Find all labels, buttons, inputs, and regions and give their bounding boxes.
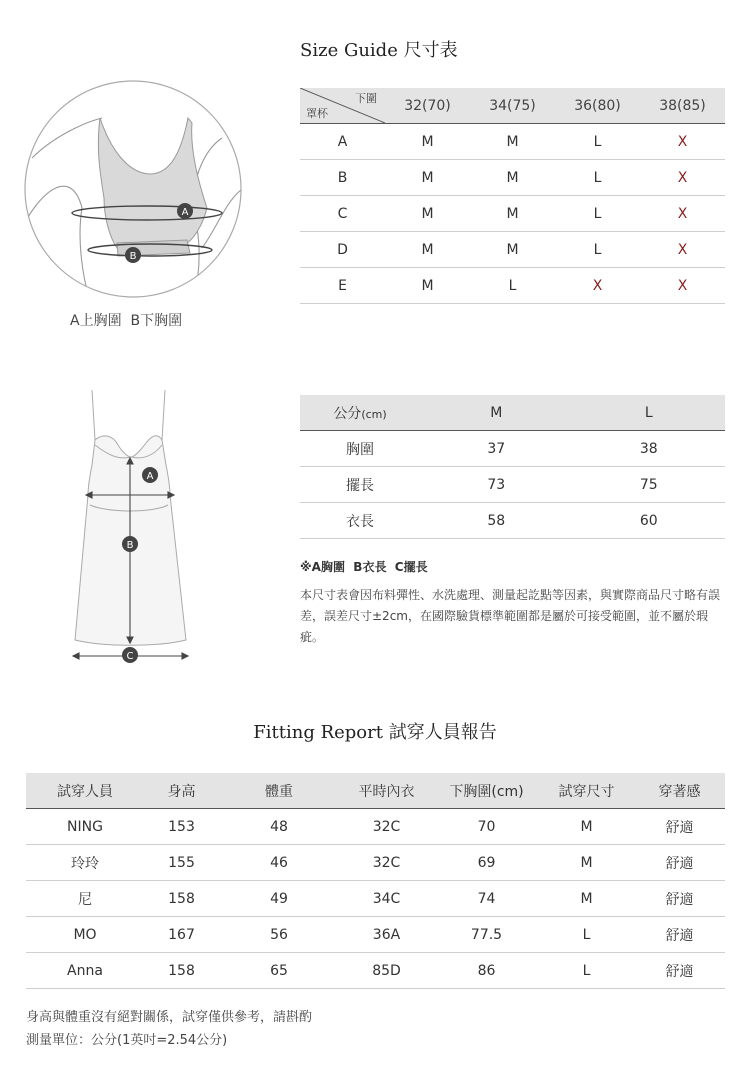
- size-cell: M: [385, 196, 470, 232]
- measurement-row: [300, 467, 725, 503]
- size-cell: L: [555, 232, 640, 268]
- size-cell: L: [555, 124, 640, 160]
- footer-unit-note: 測量單位：公分(1英吋=2.54公分): [26, 1033, 228, 1048]
- size-col-header: 32(70): [385, 88, 470, 124]
- size-guide-title: [300, 36, 458, 62]
- size-guide-title-zh: 尺寸表: [403, 40, 458, 61]
- fitting-cell: 74: [434, 881, 539, 917]
- measurement-note: ※A胸圍 B衣長 C擺長: [300, 560, 428, 574]
- fitting-cell: M: [539, 845, 634, 881]
- measurement-name: 擺長: [300, 467, 420, 503]
- size-disclaimer: 本尺寸表會因布料彈性、水洗處理、測量起訖點等因素，與實際商品尺寸略有誤差，誤差尺寸±2cm，在國際驗貨標準範圍都是屬於可接受範圍，並不屬於瑕疵。: [300, 588, 721, 644]
- measurement-header-row: [300, 395, 725, 431]
- fitting-cell: MO: [26, 917, 144, 953]
- dress-marker-a: A: [146, 471, 154, 482]
- measurement-value: 73: [420, 467, 573, 503]
- measurement-size-header: L: [573, 395, 726, 431]
- measurement-value: 75: [573, 467, 726, 503]
- size-col-header: 36(80): [555, 88, 640, 124]
- size-col-header: 34(75): [470, 88, 555, 124]
- fitting-report-title-zh: 試穿人員報告: [388, 722, 497, 743]
- dress-marker-b: B: [126, 540, 134, 551]
- fitting-report-title: [0, 718, 750, 744]
- size-cell: M: [470, 160, 555, 196]
- fitting-col-header: 體重: [219, 773, 339, 809]
- fitting-cell: 158: [144, 953, 219, 989]
- fitting-cell: 65: [219, 953, 339, 989]
- size-cell: M: [385, 124, 470, 160]
- fitting-cell: 46: [219, 845, 339, 881]
- size-cell: M: [385, 160, 470, 196]
- size-table-corner-cell: [300, 88, 385, 124]
- cup-label: B: [300, 160, 385, 196]
- fitting-cell: L: [539, 917, 634, 953]
- fitting-cell: 56: [219, 917, 339, 953]
- fitting-cell: 舒適: [634, 809, 725, 845]
- measurement-value: 37: [420, 431, 573, 467]
- size-cell: X: [640, 196, 725, 232]
- size-guide-title-en: Size Guide: [300, 40, 398, 61]
- fitting-report-title-en: Fitting Report: [253, 722, 383, 743]
- measurement-value: 38: [573, 431, 726, 467]
- fitting-cell: 34C: [339, 881, 434, 917]
- fitting-cell: 舒適: [634, 845, 725, 881]
- measurement-value: 60: [573, 503, 726, 539]
- size-cell: X: [640, 232, 725, 268]
- fitting-row: [26, 953, 725, 989]
- fitting-cell: NING: [26, 809, 144, 845]
- fitting-cell: 153: [144, 809, 219, 845]
- fitting-row: [26, 881, 725, 917]
- unit-suffix: (cm): [361, 407, 387, 421]
- fitting-cell: 70: [434, 809, 539, 845]
- cup-label: D: [300, 232, 385, 268]
- footer-note: 身高與體重沒有絕對關係，試穿僅供參考，請斟酌: [26, 1010, 313, 1025]
- size-table: [300, 88, 725, 304]
- fitting-cell: 舒適: [634, 881, 725, 917]
- fitting-cell: M: [539, 809, 634, 845]
- size-cell: M: [470, 232, 555, 268]
- cup-label: C: [300, 196, 385, 232]
- measurement-unit-header: [300, 395, 420, 431]
- fitting-cell: 49: [219, 881, 339, 917]
- bra-caption: A上胸圍 B下胸圍: [70, 313, 183, 329]
- fitting-col-header: 平時內衣: [339, 773, 434, 809]
- fitting-col-header: 試穿尺寸: [539, 773, 634, 809]
- size-table-row: [300, 232, 725, 268]
- size-table-row: [300, 268, 725, 304]
- measurement-row: [300, 431, 725, 467]
- fitting-cell: 85D: [339, 953, 434, 989]
- corner-label-cup: 罩杯: [306, 107, 328, 120]
- fitting-cell: 尼: [26, 881, 144, 917]
- fitting-cell: 32C: [339, 809, 434, 845]
- size-cell: X: [640, 160, 725, 196]
- fitting-col-header: 身高: [144, 773, 219, 809]
- size-cell: L: [470, 268, 555, 304]
- cup-label: A: [300, 124, 385, 160]
- corner-label-underbust: 下圍: [355, 92, 377, 105]
- fitting-row: [26, 809, 725, 845]
- fitting-cell: 舒適: [634, 917, 725, 953]
- fitting-cell: L: [539, 953, 634, 989]
- bra-marker-b: B: [129, 251, 137, 262]
- size-table-row: [300, 196, 725, 232]
- fitting-cell: 77.5: [434, 917, 539, 953]
- fitting-col-header: 下胸圍(cm): [434, 773, 539, 809]
- fitting-header-row: [26, 773, 725, 809]
- bra-marker-a: A: [181, 207, 189, 218]
- fitting-row: [26, 917, 725, 953]
- measurement-size-header: M: [420, 395, 573, 431]
- size-cell: X: [640, 268, 725, 304]
- size-cell: L: [555, 196, 640, 232]
- measurement-name: 胸圍: [300, 431, 420, 467]
- fitting-col-header: 穿著感: [634, 773, 725, 809]
- dress-marker-c: C: [126, 651, 134, 662]
- fitting-col-header: 試穿人員: [26, 773, 144, 809]
- fitting-row: [26, 845, 725, 881]
- size-table-header-row: [300, 88, 725, 124]
- size-cell: X: [640, 124, 725, 160]
- size-cell: L: [555, 160, 640, 196]
- fitting-cell: 158: [144, 881, 219, 917]
- size-cell: M: [470, 196, 555, 232]
- measurement-row: [300, 503, 725, 539]
- unit-label: 公分: [333, 405, 362, 422]
- fitting-cell: Anna: [26, 953, 144, 989]
- size-col-header: 38(85): [640, 88, 725, 124]
- fitting-cell: 36A: [339, 917, 434, 953]
- measurement-table: [300, 395, 725, 539]
- bra-illustration: [22, 78, 244, 300]
- fitting-cell: 48: [219, 809, 339, 845]
- fitting-cell: M: [539, 881, 634, 917]
- size-table-row: [300, 124, 725, 160]
- dress-illustration: [68, 385, 198, 665]
- measurement-name: 衣長: [300, 503, 420, 539]
- fitting-cell: 32C: [339, 845, 434, 881]
- fitting-cell: 167: [144, 917, 219, 953]
- size-cell: M: [470, 124, 555, 160]
- size-cell: X: [555, 268, 640, 304]
- fitting-cell: 69: [434, 845, 539, 881]
- fitting-cell: 舒適: [634, 953, 725, 989]
- fitting-cell: 155: [144, 845, 219, 881]
- fitting-cell: 玲玲: [26, 845, 144, 881]
- size-cell: M: [385, 268, 470, 304]
- size-table-row: [300, 160, 725, 196]
- fitting-table: [26, 773, 725, 989]
- size-cell: M: [385, 232, 470, 268]
- cup-label: E: [300, 268, 385, 304]
- fitting-cell: 86: [434, 953, 539, 989]
- measurement-value: 58: [420, 503, 573, 539]
